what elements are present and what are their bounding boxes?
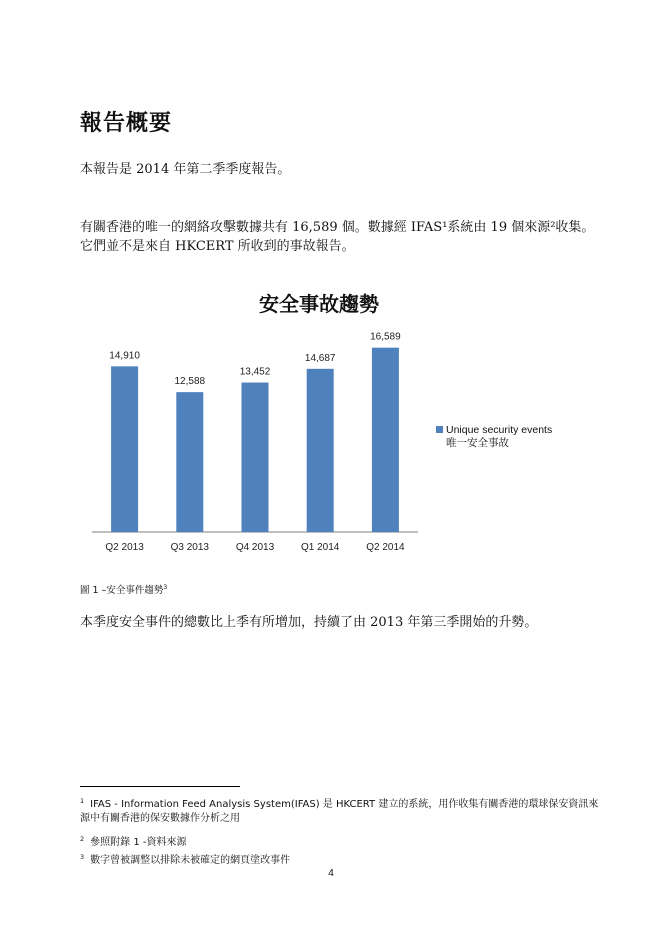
chart-legend (436, 424, 552, 450)
figure-caption-footnote-ref: 3 (163, 583, 168, 591)
figure-caption (80, 582, 167, 596)
x-tick-label: Q2 2014 (366, 542, 405, 553)
bar-q2-2014 (372, 348, 399, 532)
footnote-divider (80, 786, 240, 787)
body-paragraph-line-1: 有關香港的唯一的網絡攻擊數據共有 16,589 個。數據經 IFAS¹系統由 19 個來源²收集。 (80, 220, 595, 235)
footnote-number: 1 (80, 797, 85, 805)
footnote-number: 3 (80, 853, 85, 861)
x-tick-label: Q3 2013 (170, 542, 209, 553)
intro-paragraph: 本報告是 2014 年第二季季度報告。 (80, 162, 291, 177)
bar-value-label: 14,910 (109, 350, 140, 362)
legend-label-en: Unique security events (446, 424, 553, 436)
footnote-text: IFAS - Information Feed Analysis System(IFAS) 是 HKCERT 建立的系統，用作收集有關香港的環球保安資訊來源中有關香港的保安數據作分析之用 (80, 799, 599, 824)
legend-swatch (436, 426, 443, 433)
footnote-3 (80, 850, 600, 868)
bar-q4-2013 (242, 383, 269, 532)
bar-value-label: 13,452 (239, 366, 271, 378)
footnote-1 (80, 794, 600, 826)
x-tick-label: Q1 2014 (301, 542, 340, 553)
bar-value-label: 12,588 (174, 376, 206, 388)
footnote-2 (80, 832, 600, 850)
figure-caption-text: 圖 1 –安全事件趨勢 (80, 585, 164, 596)
page-number: 4 (328, 868, 334, 879)
section-heading: 報告概要 (80, 111, 173, 136)
bar-value-label: 16,589 (370, 331, 401, 343)
x-tick-label: Q2 2013 (105, 542, 144, 553)
bar-q1-2014 (307, 369, 334, 532)
body-paragraph-line-2: 它們並不是來自 HKCERT 所收到的事故報告。 (80, 239, 355, 254)
footnote-text: 數字曾被調整以排除未被確定的網頁塗改事件 (90, 855, 291, 866)
bar-value-label: 14,687 (304, 352, 336, 364)
summary-paragraph: 本季度安全事件的總數比上季有所增加，持續了由 2013 年第三季開始的升勢。 (80, 615, 538, 630)
x-tick-label: Q4 2013 (235, 542, 275, 553)
legend-label-zh: 唯一安全事故 (446, 437, 509, 449)
footnote-number: 2 (80, 835, 85, 843)
chart-title: 安全事故趨勢 (259, 292, 379, 316)
bar-q2-2013 (111, 366, 138, 532)
bar-q3-2013 (176, 392, 203, 532)
footnote-text: 參照附錄 1 -資料來源 (90, 837, 187, 848)
